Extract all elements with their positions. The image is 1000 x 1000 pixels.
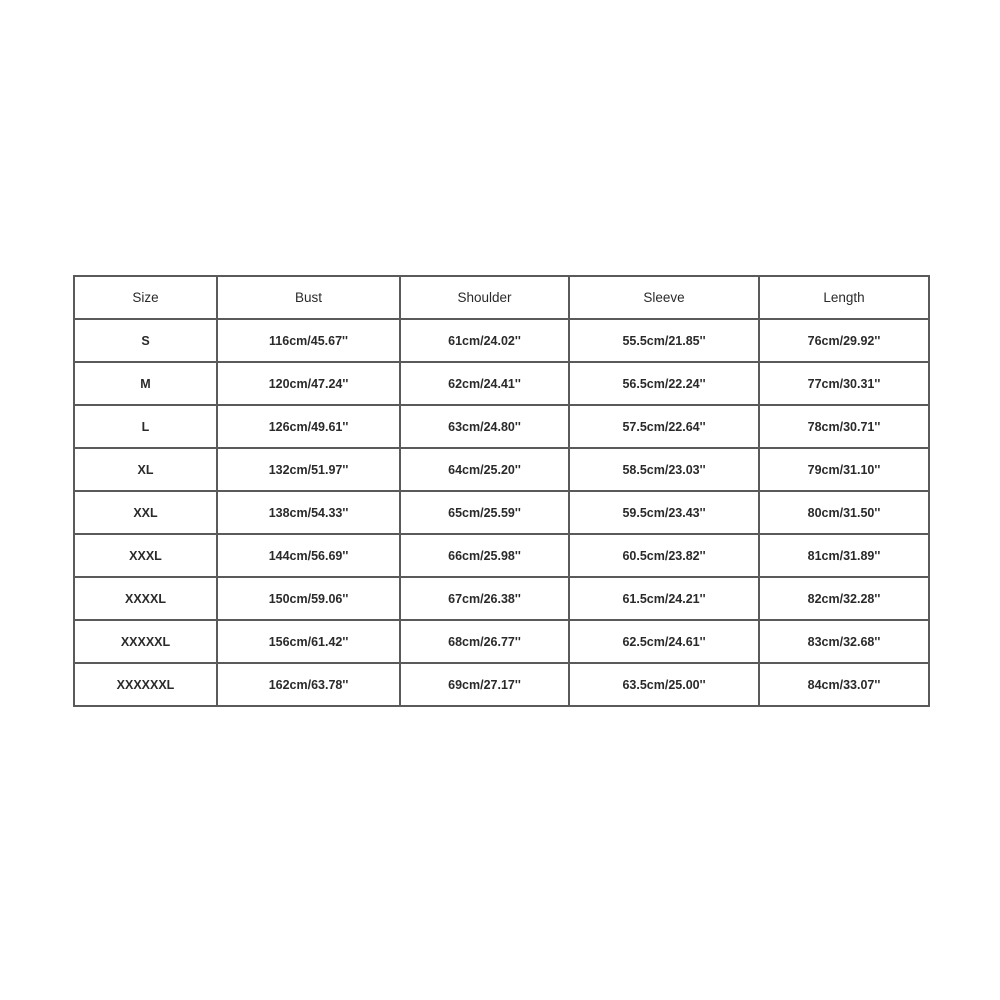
cell-sleeve: 63.5cm/25.00'': [569, 663, 759, 706]
cell-size: M: [74, 362, 217, 405]
cell-length: 80cm/31.50'': [759, 491, 929, 534]
cell-bust: 116cm/45.67'': [217, 319, 400, 362]
cell-size: XXL: [74, 491, 217, 534]
cell-size: XXXXL: [74, 577, 217, 620]
table-row: [74, 577, 929, 620]
cell-length: 77cm/30.31'': [759, 362, 929, 405]
table-row: [74, 362, 929, 405]
cell-shoulder: 68cm/26.77'': [400, 620, 569, 663]
cell-size: L: [74, 405, 217, 448]
header-length: Length: [759, 276, 929, 319]
cell-sleeve: 60.5cm/23.82'': [569, 534, 759, 577]
cell-sleeve: 61.5cm/24.21'': [569, 577, 759, 620]
table-row: [74, 620, 929, 663]
cell-bust: 138cm/54.33'': [217, 491, 400, 534]
cell-sleeve: 58.5cm/23.03'': [569, 448, 759, 491]
cell-size: XXXXXL: [74, 620, 217, 663]
cell-sleeve: 62.5cm/24.61'': [569, 620, 759, 663]
table-row: [74, 319, 929, 362]
cell-size: XXXXXXL: [74, 663, 217, 706]
cell-bust: 144cm/56.69'': [217, 534, 400, 577]
cell-bust: 132cm/51.97'': [217, 448, 400, 491]
cell-shoulder: 67cm/26.38'': [400, 577, 569, 620]
header-size: Size: [74, 276, 217, 319]
cell-shoulder: 61cm/24.02'': [400, 319, 569, 362]
cell-size: XL: [74, 448, 217, 491]
cell-length: 83cm/32.68'': [759, 620, 929, 663]
cell-length: 78cm/30.71'': [759, 405, 929, 448]
cell-bust: 156cm/61.42'': [217, 620, 400, 663]
cell-bust: 150cm/59.06'': [217, 577, 400, 620]
cell-shoulder: 69cm/27.17'': [400, 663, 569, 706]
table-row: [74, 663, 929, 706]
cell-length: 81cm/31.89'': [759, 534, 929, 577]
cell-sleeve: 57.5cm/22.64'': [569, 405, 759, 448]
cell-size: XXXL: [74, 534, 217, 577]
header-shoulder: Shoulder: [400, 276, 569, 319]
header-row: [74, 276, 929, 319]
cell-size: S: [74, 319, 217, 362]
header-bust: Bust: [217, 276, 400, 319]
table-row: [74, 405, 929, 448]
table-row: [74, 448, 929, 491]
cell-length: 79cm/31.10'': [759, 448, 929, 491]
cell-sleeve: 55.5cm/21.85'': [569, 319, 759, 362]
table-row: [74, 491, 929, 534]
cell-sleeve: 59.5cm/23.43'': [569, 491, 759, 534]
header-sleeve: Sleeve: [569, 276, 759, 319]
cell-shoulder: 62cm/24.41'': [400, 362, 569, 405]
cell-bust: 120cm/47.24'': [217, 362, 400, 405]
cell-shoulder: 65cm/25.59'': [400, 491, 569, 534]
cell-bust: 162cm/63.78'': [217, 663, 400, 706]
cell-shoulder: 66cm/25.98'': [400, 534, 569, 577]
cell-shoulder: 64cm/25.20'': [400, 448, 569, 491]
cell-length: 82cm/32.28'': [759, 577, 929, 620]
cell-bust: 126cm/49.61'': [217, 405, 400, 448]
cell-length: 76cm/29.92'': [759, 319, 929, 362]
cell-shoulder: 63cm/24.80'': [400, 405, 569, 448]
cell-sleeve: 56.5cm/22.24'': [569, 362, 759, 405]
size-chart-table: [73, 275, 930, 707]
cell-length: 84cm/33.07'': [759, 663, 929, 706]
table-row: [74, 534, 929, 577]
